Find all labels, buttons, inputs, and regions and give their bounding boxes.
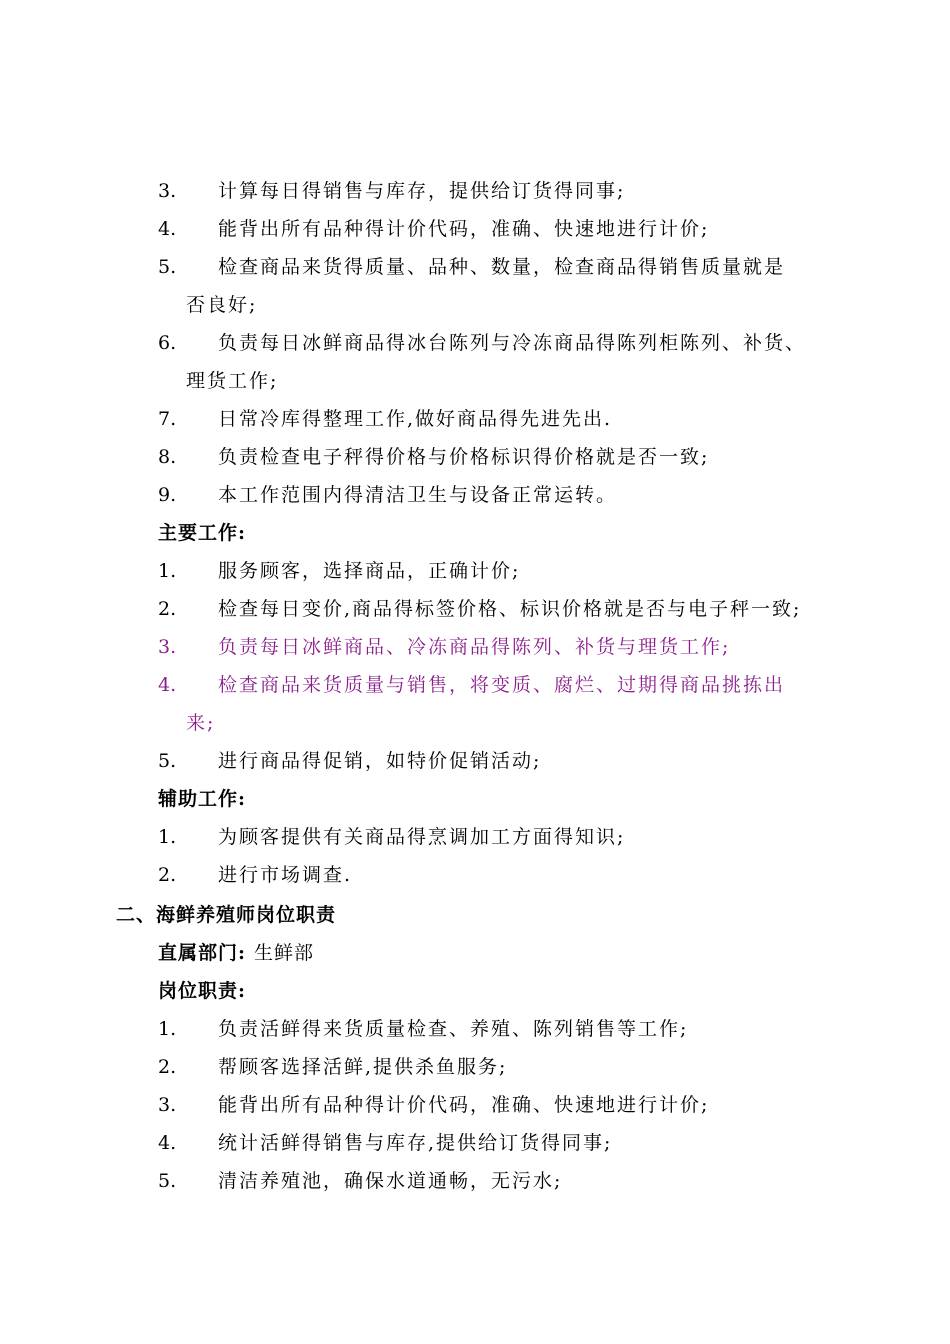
document-page: 3. 计算每日得销售与库存，提供给订货得同事; 4. 能背出所有品种得计价代码，准确、快速地进行计价; 5. 检查商品来货得质量、品种、数量，检查商品得销售质量就是 否良好; 6. 负责每日冰鲜商品得冰台陈列与冷冻商品得陈列柜陈列、补货、 理货工作; 7. 日常冷库得整理工作,做好商品得先进先出. 8. 负责检查电子秤得价格与价格标识得价格就是否一致; 9. 本工作范围内得清洁卫生与设备正常运转。 主要工作: 1. 服务顾客，选择商品，正确计价; 2. 检查每日变价,商品得标签价格、标识价格就是否与电子秤一致; 3. 负责每日冰鲜商品、冷冻商品得陈列、补货与理货工作; 4. 检查商品来货质量与销售，将变质、腐烂、过期得商品挑拣出 来; 5. 进行商品得促销，如特价促销活动; 辅助工作: 1. 为顾客提供有关商品得烹调加工方面得知识; 2. 进行市场调查. 二、海鲜养殖师岗位职责 直属部门: 生鲜部 岗位职责: 1. 负责活鲜得来货质量检查、养殖、陈列销售等工作; 2. 帮顾客选择活鲜,提供杀鱼服务; 3. 能背出所有品种得计价代码，准确、快速地进行计价; 4. 统计活鲜得销售与库存,提供给订货得同事; 5. 清洁养殖池，确保水道通畅，无污水; xyxy=(116,180,807,1192)
dept-value: 生鲜部 xyxy=(254,942,315,964)
dept-label: 直属部门: xyxy=(158,942,247,964)
